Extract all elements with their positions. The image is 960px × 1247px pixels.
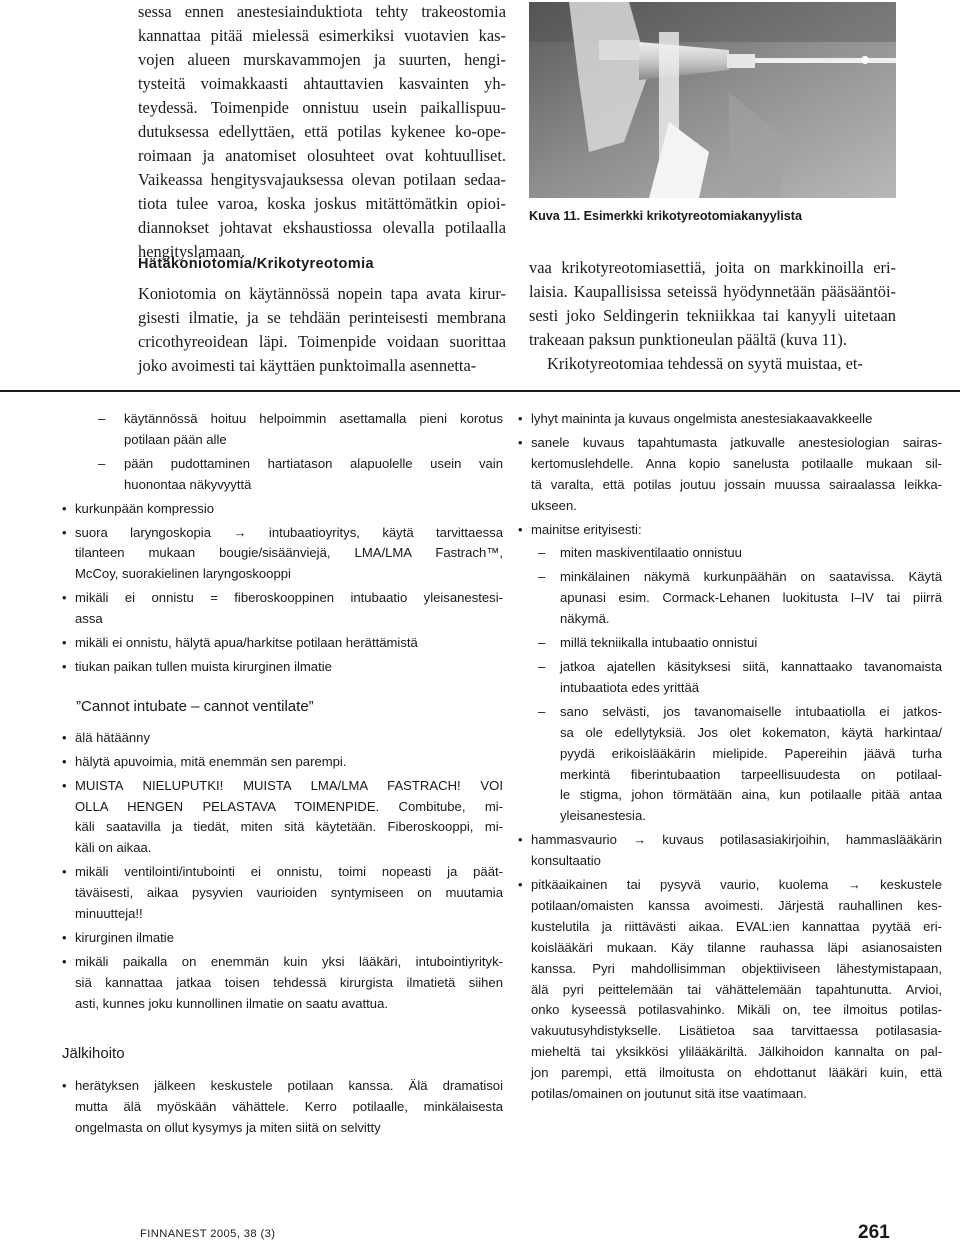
bullet: •	[518, 877, 523, 893]
list-line: konsultaatio	[531, 853, 601, 869]
text-line: tiota tulee varoa, koska joskus mitättömätkin opioi-	[138, 194, 506, 213]
dash-bullet: –	[538, 569, 546, 585]
list-line: onko kyseessä potilasvahinko. Mikäli on, tee ilmoitus potilas-	[531, 1002, 942, 1018]
list-item	[518, 830, 942, 872]
list-line: sa ole edellytyksiä. Jos olet kokematon, käytä harkintaa/	[560, 724, 942, 740]
list-line: näkymä.	[560, 611, 610, 627]
list-line: merkintä fiberintubaation tarpeellisuudesta on potilaal-	[560, 766, 942, 782]
top-left-column	[138, 0, 506, 264]
list-item	[62, 952, 503, 1015]
text-line: sessa ennen anestesiainduktiota tehty trakeostomia	[138, 2, 506, 21]
list-item	[62, 523, 503, 586]
dash-bullet: –	[538, 703, 546, 719]
figure-caption: Kuva 11. Esimerkki krikotyreotomiakanyylista	[529, 209, 803, 223]
list-item	[62, 862, 503, 925]
bullet: •	[62, 1078, 67, 1094]
text-line: hengityslamaan.	[138, 242, 245, 261]
dash-bullet: –	[98, 455, 106, 471]
list-item	[62, 752, 503, 773]
text-line: dutuksessa edellyttäen, että potilas kykenee ko-ope-	[138, 122, 506, 141]
dash-bullet: –	[98, 411, 106, 426]
list-line: intubaatiota edes yrittää	[560, 679, 700, 695]
text-line: laisia. Kaupallisissa seteissä hyödynnetään pääsääntöi-	[529, 282, 896, 301]
list-line: McCoy, suorakielinen laryngoskooppi	[75, 566, 291, 582]
text-line: joko avoimesti tai käyttäen punktoimalla asennetta-	[138, 356, 477, 375]
list-line: tä varalta, että potilas joutuu jossain muussa sairaalassa leikka-	[531, 476, 942, 492]
bullet: •	[62, 777, 67, 793]
list-line: täväisesti, aikaa pysyvien vaurioiden syntymiseen on muutamia	[75, 885, 503, 901]
list-line: jon parempi, että ilmoitusta on ehdottanut lääkäri kuin, että	[531, 1065, 942, 1081]
paragraph-kit	[529, 256, 896, 376]
list-item	[518, 520, 942, 541]
list-line: käli saatavilla ja tiedät, miten sitä käytetään. Fiberoskooppi, mi-	[75, 819, 503, 835]
list-item	[62, 588, 503, 630]
list-item	[62, 776, 503, 860]
bullet: •	[62, 590, 67, 606]
list-line: lyhyt maininta ja kuvaus ongelmista anestesiakaavakkeelle	[531, 411, 873, 426]
bullet: •	[62, 753, 67, 769]
footer-journal: FINNANEST 2005, 38 (3)	[140, 1228, 276, 1240]
list-line: mikäli ventilointi/intubointi ei onnistu, toimi nopeasti ja päät-	[75, 864, 503, 880]
top-left-column-lower	[138, 282, 506, 378]
list-item	[518, 875, 942, 1105]
list-subitem	[518, 657, 942, 699]
list-line: assa	[75, 611, 103, 627]
list-line: käli on aikaa.	[75, 840, 152, 856]
list-line: kanssa. Pyri mahdollisimman objektiiviseen lähestymistapaan,	[531, 960, 942, 976]
list-subitem	[518, 543, 942, 564]
list-subitem	[518, 567, 942, 630]
list-subitem	[518, 702, 942, 827]
list-line: mieheltä tai yksikkösi ylilääkäriltä. Jälkihoidon kannalta on pal-	[531, 1044, 942, 1060]
list-item	[518, 433, 942, 517]
bullet: •	[62, 524, 67, 540]
list-line: vakuutusyhdistykselle. Lisätietoa saa tarvittaessa potilasasia-	[531, 1023, 942, 1039]
dash-bullet: –	[538, 658, 546, 674]
list-item	[62, 928, 503, 949]
bullet: •	[62, 729, 67, 745]
box-right-list	[518, 409, 942, 1108]
list-line: mikäli ei onnistu = fiberoskooppinen intubaatio yleisanestesi-	[75, 590, 503, 606]
cricothyrotomy-cannula-image	[529, 2, 896, 198]
list-line: minuutteja!!	[75, 906, 143, 922]
list-line: mutta älä myöskään vähättele. Kerro potilaalle, minkälaisesta	[75, 1099, 503, 1115]
list-line: pyydä erikoislääkärin mielipide. Papereihin jäävä turha	[560, 745, 942, 761]
dash-bullet: –	[538, 545, 546, 561]
list-line: kurkunpään kompressio	[75, 500, 215, 516]
list-line: siä kannattaa jatkaa toisen tehdessä kirurgista ilmatietä siihen	[75, 974, 503, 990]
list-line: miten maskiventilaatio onnistuu	[560, 545, 742, 561]
bullet: •	[518, 832, 523, 848]
list-line: ongelmasta on ollut kysymys ja miten siitä on selvitty	[75, 1120, 381, 1136]
bullet: •	[518, 521, 523, 537]
list-line: sano selvästi, jos tavanomaiselle intubaatiolla ei jatkos-	[560, 703, 942, 719]
list-line: potilaan/omaisten kanssa avoimesti. Järjestä rauhallinen kes-	[531, 897, 942, 913]
list-line: hammasvaurio → kuvaus potilasasiakirjoihin, hammaslääkärin	[531, 832, 942, 848]
list-line: le stigma, johon törmätään aina, kun potilaalle pitää antaa	[560, 787, 942, 803]
text-line: Vaikeassa hengitysvajauksessa olevan potilaan sedaa-	[138, 170, 506, 189]
list-item	[62, 1076, 503, 1139]
bullet: •	[518, 434, 523, 450]
list-line: pään pudottaminen hartiatason alapuolelle usein vain	[124, 455, 503, 471]
list-line: huonontaa näkyvyyttä	[124, 476, 252, 492]
section-heading-koniotomia: Hätäkoniotomia/Krikotyreotomia	[138, 256, 374, 272]
list-subitem	[518, 633, 942, 654]
list-line: kirurginen ilmatie	[75, 929, 174, 945]
text-line: Krikotyreotomiaa tehdessä on syytä muistaa, et-	[547, 354, 863, 373]
list-line: pitkäaikainen tai pysyvä vaurio, kuolema → keskustele	[531, 877, 942, 893]
list-line: hälytä apuvoimia, mitä enemmän sen parempi.	[75, 753, 347, 769]
text-line: roimaan ja anatomiset olosuhteet ovat kohtuulliset.	[138, 146, 506, 165]
aftercare-heading: Jälkihoito	[62, 1044, 125, 1062]
text-line: trakeaan paksun punktioneulan päältä (kuva 11).	[529, 330, 847, 349]
list-line: mikäli paikalla on enemmän kuin yksi lääkäri, intubointiyrityk-	[75, 953, 503, 969]
list-line: tilanteen mukaan bougie/sisäänviejä, LMA/LMA Fastrach™,	[75, 545, 503, 561]
list-line: mikäli ei onnistu, hälytä apua/harkitse potilaan herättämistä	[75, 635, 418, 651]
list-line: MUISTA NIELUPUTKI! MUISTA LMA/LMA FASTRACH! VOI	[75, 777, 503, 793]
text-line: vaa krikotyreotomiasettiä, joita on markkinoilla eri-	[529, 258, 896, 277]
list-line: koislääkäri mukaan. Käy tilanne rauhassa läpi asianosaisten	[531, 939, 942, 955]
list-line: suora laryngoskopia → intubaatioyritys, käytä tarvittaessa	[75, 524, 503, 540]
text-line: vojen alueen murskavammojen ja suurten, hengi-	[138, 50, 506, 69]
list-line: minkälainen näkymä kurkunpäähän on saatavissa. Käytä	[560, 569, 942, 585]
bullet: •	[62, 658, 67, 674]
text-line: kannattaa pitää mielessä esimerkiksi vuotavien kas-	[138, 26, 506, 45]
text-line: tysteitä voimakkaasti ahtauttavien kasvainten yh-	[138, 74, 506, 93]
list-line: millä tekniikalla intubaatio onnistui	[560, 635, 758, 651]
bullet: •	[62, 500, 67, 516]
list-line: kertomuslehdelle. Anna kopio sanelusta potilaalle mukaan sil-	[531, 455, 942, 471]
list-line: OLLA HENGEN PELASTAVA TOIMENPIDE. Combitube, mi-	[75, 798, 503, 814]
list-item	[62, 633, 503, 654]
text-line: Koniotomia on käytännössä nopein tapa avata kirur-	[138, 284, 506, 303]
paragraph-sedation	[138, 0, 506, 264]
text-line: sesti joko Seldingerin tekniikkaa tai kanyyli uitetaan	[529, 306, 896, 325]
quote-heading: ”Cannot intubate – cannot ventilate”	[76, 697, 314, 715]
list-item	[62, 499, 503, 520]
list-line: tiukan paikan tullen muista kirurginen ilmatie	[75, 658, 332, 674]
bullet: •	[62, 635, 67, 651]
box-left-list	[62, 409, 503, 1142]
paragraph-koniotomia	[138, 282, 506, 378]
list-line: ukseen.	[531, 497, 577, 513]
list-line: yleisanestesia.	[560, 808, 646, 824]
list-line: älä pyri peittelemään tai vähättelemään tapahtunutta. Arvioi,	[531, 981, 942, 997]
bullet: •	[62, 864, 67, 880]
top-right-column	[529, 256, 896, 376]
bullet: •	[62, 953, 67, 969]
list-line: potilas/omainen on joutunut sitä itse vaatimaan.	[531, 1086, 807, 1102]
list-line: apunasi esim. Cormack-Lehanen luokitusta I–IV tai piirrä	[560, 590, 942, 606]
list-line: jatkoa ajatellen käsityksesi siitä, kannattaako tavanomaista	[560, 658, 942, 674]
text-line: teydessä. Toimenpide onnistuu usein paikallispuu-	[138, 98, 506, 117]
list-item	[62, 657, 503, 678]
list-subitem	[62, 409, 503, 451]
list-line: sanele kuvaus tapahtumasta jatkuvalle anestesiologian sairas-	[531, 434, 942, 450]
bullet: •	[518, 411, 523, 426]
text-line: cricothyreoidean läpi. Toimenpide voidaan suorittaa	[138, 332, 506, 351]
box-top-rule	[0, 390, 960, 392]
list-item	[62, 728, 503, 749]
list-subitem	[62, 454, 503, 496]
list-line: käytännössä hoituu helpoimmin asettamalla pieni korotus	[124, 411, 503, 426]
list-line: herätyksen jälkeen keskustele potilaan kanssa. Älä dramatisoi	[75, 1078, 503, 1094]
bullet: •	[62, 929, 67, 945]
list-item	[518, 409, 942, 430]
list-line: potilaan pään alle	[124, 431, 227, 447]
text-line: gisesti ilmatie, ja se tehdään perinteisesti membrana	[138, 308, 506, 327]
dash-bullet: –	[538, 635, 546, 651]
cannula-photo	[529, 2, 896, 198]
list-line: kustelutila ja riittävästi aikaa. EVAL:ien kannattaa pyytää eri-	[531, 918, 942, 934]
list-line: älä hätäänny	[75, 729, 150, 745]
page-number: 261	[858, 1222, 890, 1243]
text-line: diannokset johtavat ekshaustiossa olevalla potilaalla	[138, 218, 506, 237]
list-line: mainitse erityisesti:	[531, 521, 642, 537]
list-line: asti, kunnes joku kunnollinen ilmatie on saatu avattua.	[75, 995, 388, 1011]
